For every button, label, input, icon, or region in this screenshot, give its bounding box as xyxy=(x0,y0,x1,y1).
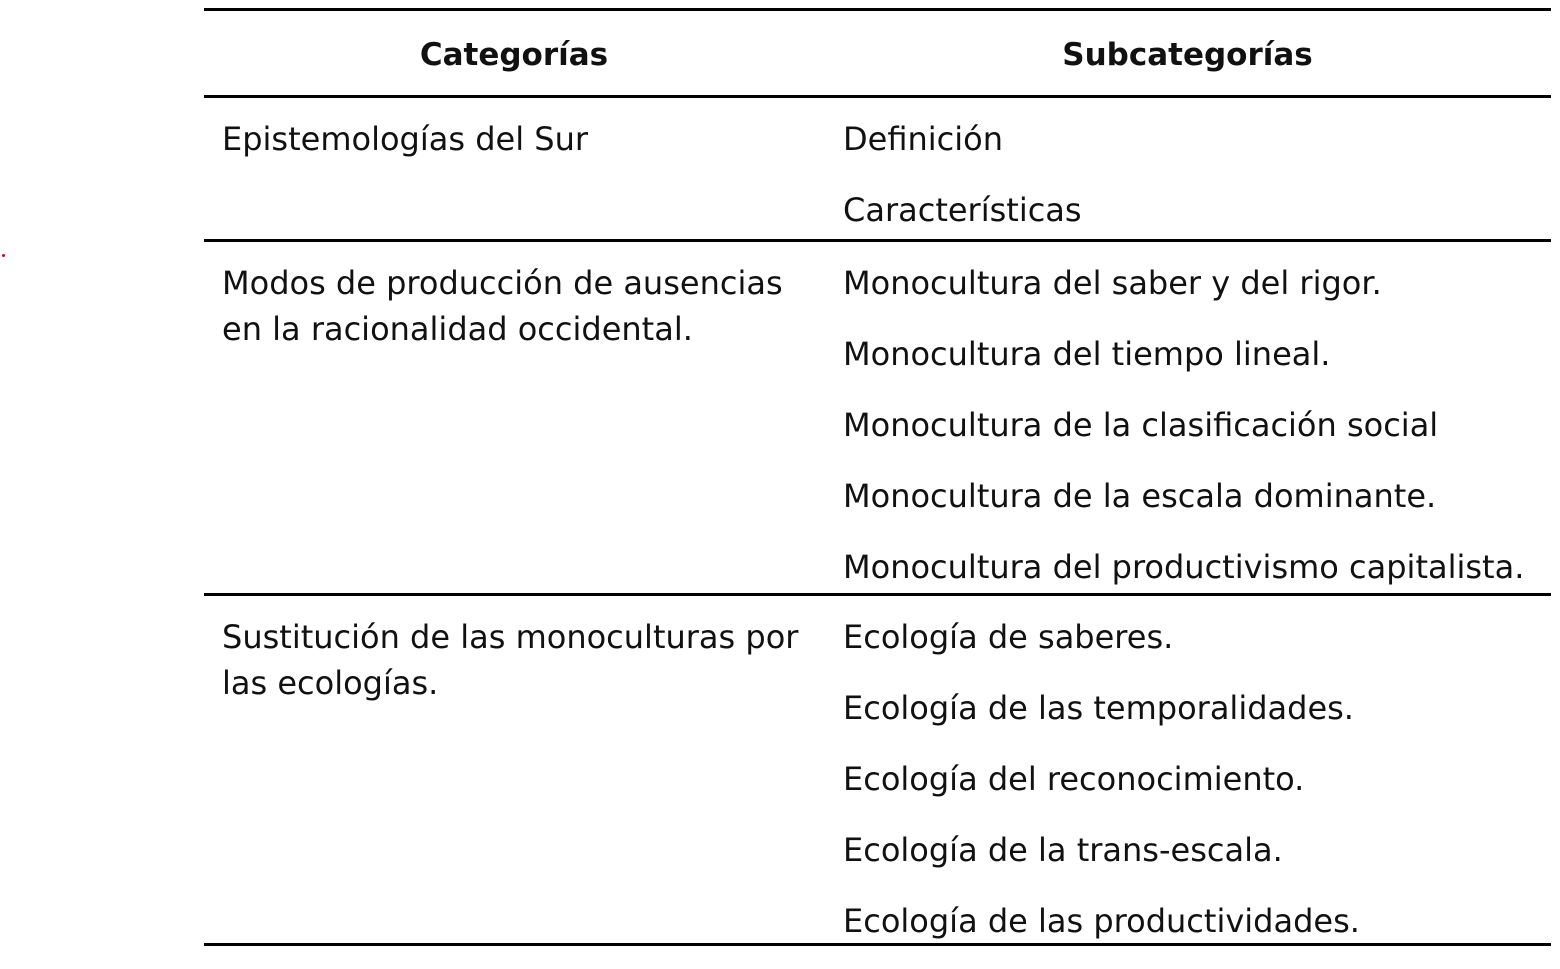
subcategory-item: Características xyxy=(843,191,1082,229)
subcategory-item: Monocultura del tiempo lineal. xyxy=(843,335,1331,373)
subcategory-list xyxy=(824,98,1551,239)
subcategory-item: Ecología de saberes. xyxy=(843,618,1174,656)
subcategory-item: Ecología de las productividades. xyxy=(843,902,1360,940)
table-row xyxy=(204,239,1551,593)
table-row xyxy=(204,593,1551,943)
category-cell: Epistemologías del Sur xyxy=(222,120,589,158)
subcategory-item: Monocultura del productivismo capitalista. xyxy=(843,548,1525,586)
header-subcategorias: Subcategorías xyxy=(1062,37,1313,73)
header-categorias: Categorías xyxy=(419,37,609,73)
subcategory-item: Monocultura de la clasificación social xyxy=(843,406,1439,444)
category-cell: Modos de producción de ausencias en la racionalidad occidental. xyxy=(222,264,783,348)
subcategory-item: Monocultura de la escala dominante. xyxy=(843,477,1437,515)
categories-table xyxy=(204,8,1551,946)
margin-mark xyxy=(2,254,5,257)
subcategory-item: Definición xyxy=(843,120,1003,158)
subcategory-item: Ecología de las temporalidades. xyxy=(843,689,1354,727)
subcategory-list xyxy=(824,242,1551,593)
subcategory-item: Ecología del reconocimiento. xyxy=(843,760,1305,798)
subcategory-list xyxy=(824,596,1551,943)
table-header xyxy=(204,11,1551,98)
subcategory-item: Monocultura del saber y del rigor. xyxy=(843,264,1382,302)
category-cell: Sustitución de las monoculturas por las ecologías. xyxy=(222,618,799,702)
subcategory-item: Ecología de la trans-escala. xyxy=(843,831,1283,869)
table-row xyxy=(204,98,1551,239)
